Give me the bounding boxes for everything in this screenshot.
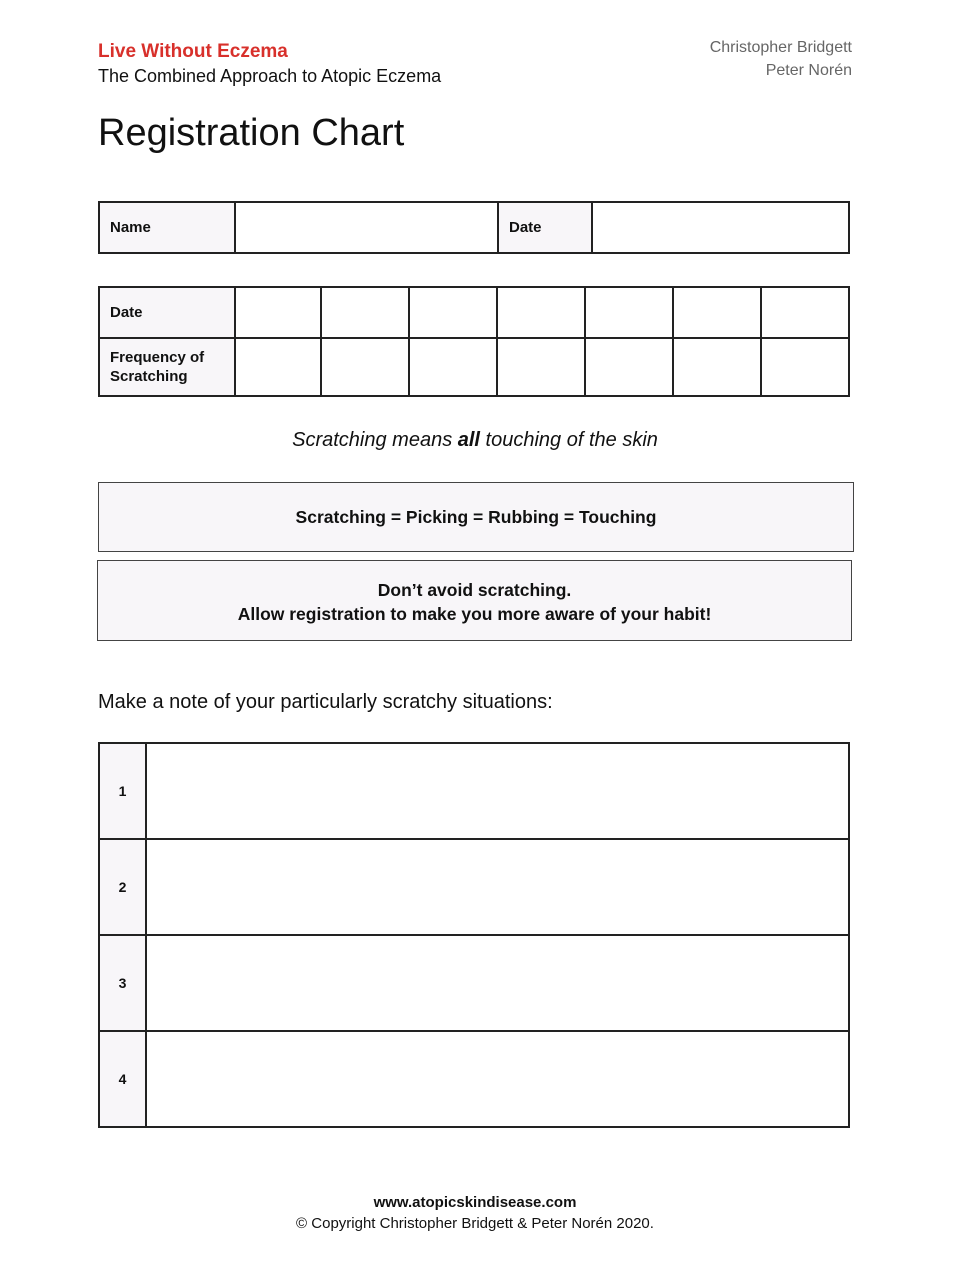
date-cell[interactable] [761, 287, 849, 338]
advice-line-2: Allow registration to make you more aware of your habit! [237, 604, 712, 624]
page-title: Registration Chart [98, 112, 405, 154]
frequency-cell[interactable] [321, 338, 409, 396]
date-field[interactable] [592, 202, 849, 253]
date-cell[interactable] [235, 287, 321, 338]
note-prompt: Make a note of your particularly scratchy situations: [98, 691, 553, 713]
note-field[interactable] [146, 935, 849, 1031]
date-cell[interactable] [585, 287, 673, 338]
note-number: 4 [99, 1031, 146, 1127]
footer-copyright: © Copyright Christopher Bridgett & Peter Norén 2020. [296, 1215, 654, 1232]
note-number: 3 [99, 935, 146, 1031]
frequency-label-line1: Frequency of [110, 349, 205, 366]
brand-title: Live Without Eczema [98, 41, 288, 62]
scratching-definition [0, 426, 950, 454]
note-number: 2 [99, 839, 146, 935]
footer-url[interactable]: www.atopicskindisease.com [373, 1194, 577, 1211]
note-field[interactable] [146, 839, 849, 935]
date-cell[interactable] [673, 287, 761, 338]
name-date-table [98, 201, 850, 254]
frequency-cell[interactable] [673, 338, 761, 396]
date-row-label: Date [99, 287, 235, 338]
frequency-cell[interactable] [585, 338, 673, 396]
note-field[interactable] [146, 743, 849, 839]
advice-line-1: Don’t avoid scratching. [377, 580, 572, 600]
frequency-cell[interactable] [761, 338, 849, 396]
date-cell[interactable] [497, 287, 585, 338]
name-field[interactable] [235, 202, 498, 253]
frequency-cell[interactable] [497, 338, 585, 396]
tagline-emphasis: all [457, 429, 480, 451]
frequency-row-label [99, 338, 235, 396]
date-label: Date [498, 202, 592, 253]
frequency-label-line2: Scratching [110, 368, 188, 385]
tagline-before: Scratching means [292, 429, 458, 451]
authors [710, 36, 852, 82]
tagline-after: touching of the skin [480, 429, 658, 451]
author-1: Christopher Bridgett [709, 39, 852, 56]
notes-table [98, 742, 850, 1128]
brand-subtitle: The Combined Approach to Atopic Eczema [98, 66, 442, 86]
equation-box: Scratching = Picking = Rubbing = Touching [98, 482, 854, 552]
name-label: Name [99, 202, 235, 253]
frequency-cell[interactable] [235, 338, 321, 396]
frequency-cell[interactable] [409, 338, 497, 396]
date-cell[interactable] [321, 287, 409, 338]
note-field[interactable] [146, 1031, 849, 1127]
date-cell[interactable] [409, 287, 497, 338]
note-number: 1 [99, 743, 146, 839]
frequency-table [98, 286, 850, 397]
advice-box [97, 560, 852, 641]
author-2: Peter Norén [765, 62, 852, 79]
